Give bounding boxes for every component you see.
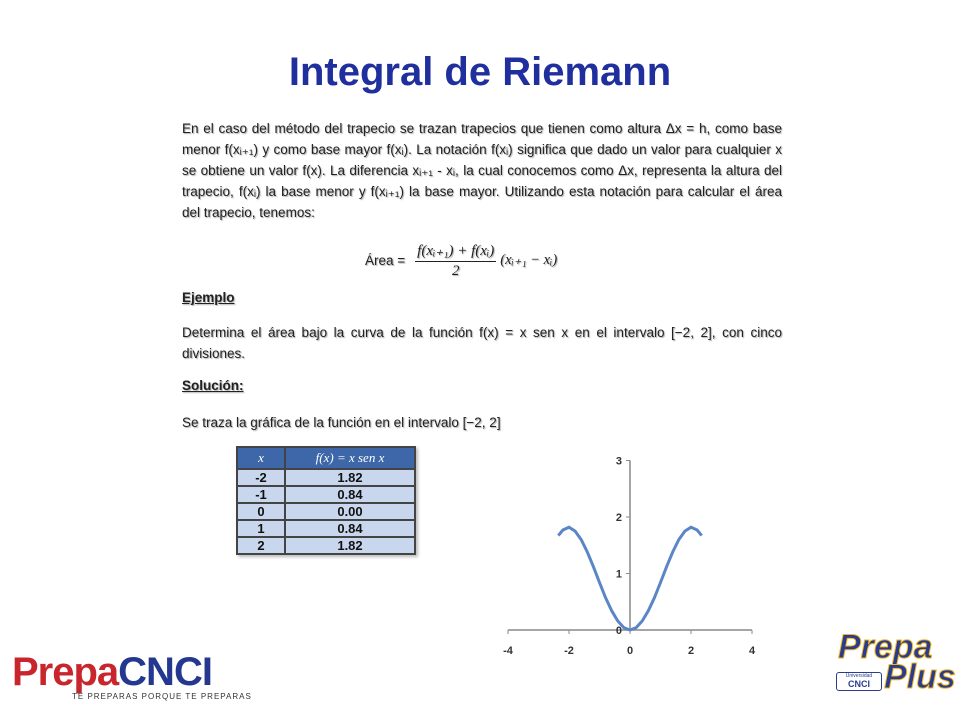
table-cell-x: 1 xyxy=(237,520,285,537)
trapezoid-area-formula xyxy=(365,238,557,282)
table-cell-x: -2 xyxy=(237,469,285,486)
table-header-x: x xyxy=(237,447,285,469)
prepa-cnci-logo xyxy=(12,650,252,701)
y-tick-label: 1 xyxy=(615,568,622,581)
table-cell-x: 0 xyxy=(237,503,285,520)
x-tick-label: 2 xyxy=(687,645,695,657)
slide-title: Integral de Riemann xyxy=(288,50,672,94)
formula-numerator: f(xᵢ₊₁) + f(xᵢ) xyxy=(415,241,496,262)
table-cell-fx: 1.82 xyxy=(285,537,415,554)
logo-word-prepa: Prepa xyxy=(838,628,933,666)
table-row xyxy=(237,520,415,537)
y-tick-label: 0 xyxy=(615,625,622,637)
cnci-badge-label: CNCI xyxy=(848,679,870,689)
x-tick-label: 0 xyxy=(626,645,634,657)
y-tick-label: 2 xyxy=(615,512,622,524)
table-cell-x: 2 xyxy=(237,537,285,554)
logo-word-prepa: Prepa xyxy=(12,650,119,694)
table-row xyxy=(237,537,415,554)
formula-fraction xyxy=(415,241,496,280)
table-row xyxy=(237,486,415,503)
formula-label: Área = xyxy=(365,252,406,268)
table-cell-x: -1 xyxy=(237,486,285,503)
y-tick-label: 3 xyxy=(615,455,622,468)
table-cell-fx: 0.84 xyxy=(285,486,415,503)
solution-heading: Solución: xyxy=(182,378,244,393)
table-cell-fx: 0.00 xyxy=(285,503,415,520)
formula-tail: (xᵢ₊₁ − xᵢ) xyxy=(500,251,558,268)
table-row xyxy=(237,503,415,520)
logo-word-plus: Plus xyxy=(884,658,956,696)
x-tick-label: -2 xyxy=(564,645,574,657)
table-row xyxy=(237,469,415,486)
prepa-plus-logo xyxy=(830,628,956,708)
intro-paragraph: En el caso del método del trapecio se trazan trapecios que tienen como altura Δx = h, como base menor f(xᵢ₊₁) y como base mayor f(xᵢ). La notación f(xᵢ) significa que dado un valor para cualquier x se obtiene un valor f(x). La diferencia xᵢ₊₁ - xᵢ, la cual conocemos como Δx, representa la altura del trapecio, f(xᵢ) la base menor y f(xᵢ₊₁) la base mayor. Utilizando esta notación para calcular el área del trapecio, tenemos: xyxy=(182,121,782,220)
x-tick-label: 4 xyxy=(748,645,756,657)
table-cell-fx: 0.84 xyxy=(285,520,415,537)
table-header-row xyxy=(237,447,415,469)
table-header-fx: f(x) = x sen x xyxy=(285,447,415,469)
cnci-badge-small: Universidad xyxy=(845,673,873,679)
cnci-badge xyxy=(836,672,882,691)
solution-paragraph: Se traza la gráfica de la función en el intervalo [−2, 2] xyxy=(182,415,501,430)
logo-tagline: TE PREPARAS PORQUE TE PREPARAS xyxy=(72,692,252,701)
formula-denominator: 2 xyxy=(451,262,460,279)
function-plot xyxy=(498,450,768,662)
example-paragraph: Determina el área bajo la curva de la función f(x) = x sen x en el intervalo [−2, 2], con cinco divisiones. xyxy=(182,325,782,361)
logo-word-cnci: CNCI xyxy=(118,650,212,694)
values-table xyxy=(236,446,416,555)
table-cell-fx: 1.82 xyxy=(285,469,415,486)
example-heading: Ejemplo xyxy=(182,290,235,305)
x-tick-label: -4 xyxy=(503,645,513,657)
